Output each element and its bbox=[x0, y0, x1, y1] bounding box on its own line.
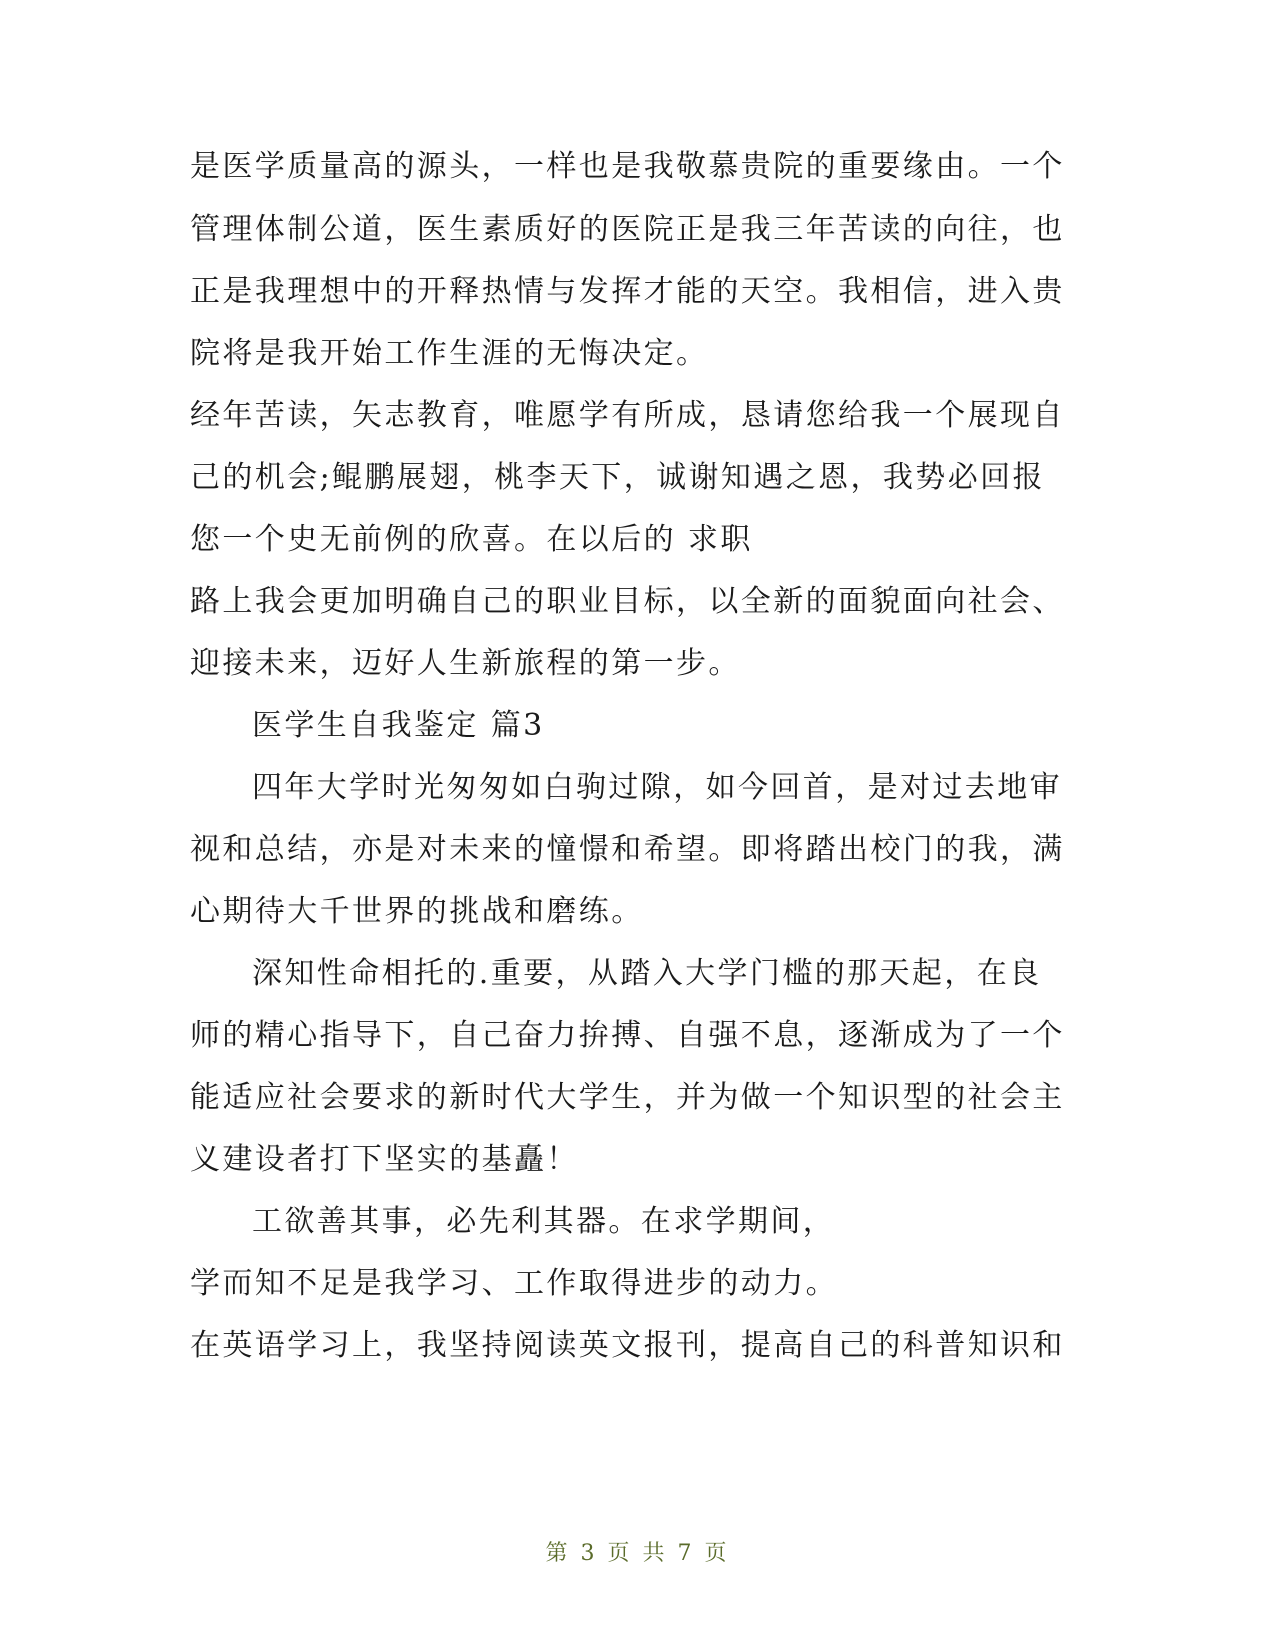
text-line-12: 视和总结，亦是对未来的憧憬和希望。即将踏出校门的我，满 bbox=[190, 832, 1065, 867]
text-line-2: 管理体制公道，医生素质好的医院正是我三年苦读的向往，也 bbox=[190, 212, 1065, 247]
text-line-1: 是医学质量高的源头，一样也是我敬慕贵院的重要缘由。一个 bbox=[190, 149, 1065, 184]
text-line-20: 在英语学习上，我坚持阅读英文报刊，提高自己的科普知识和 bbox=[190, 1328, 1065, 1363]
text-line-6: 己的机会;鲲鹏展翅，桃李天下，诚谢知遇之恩，我势必回报 bbox=[190, 460, 1045, 495]
text-line-14: 深知性命相托的.重要，从踏入大学门槛的那天起，在良 bbox=[252, 956, 1042, 991]
text-line-17: 义建设者打下坚实的基矗！ bbox=[190, 1142, 579, 1177]
text-line-7: 您一个史无前例的欣喜。在以后的 求职 bbox=[190, 522, 753, 557]
section-heading: 医学生自我鉴定 篇3 bbox=[252, 708, 545, 743]
text-line-18: 工欲善其事，必先利其器。在求学期间， bbox=[252, 1204, 836, 1239]
text-line-3: 正是我理想中的开释热情与发挥才能的天空。我相信，进入贵 bbox=[190, 274, 1065, 309]
text-line-11: 四年大学时光匆匆如白驹过隙，如今回首，是对过去地审 bbox=[252, 770, 1062, 805]
text-line-16: 能适应社会要求的新时代大学生，并为做一个知识型的社会主 bbox=[190, 1080, 1065, 1115]
text-line-5: 经年苦读，矢志教育，唯愿学有所成，恳请您给我一个展现自 bbox=[190, 398, 1065, 433]
text-line-19: 学而知不足是我学习、工作取得进步的动力。 bbox=[190, 1266, 838, 1301]
text-line-15: 师的精心指导下，自己奋力拚搏、自强不息，逐渐成为了一个 bbox=[190, 1018, 1065, 1053]
text-line-8: 路上我会更加明确自己的职业目标，以全新的面貌面向社会、 bbox=[190, 584, 1065, 619]
text-line-9: 迎接未来，迈好人生新旅程的第一步。 bbox=[190, 646, 741, 681]
text-line-4: 院将是我开始工作生涯的无悔决定。 bbox=[190, 336, 709, 371]
page-indicator: 第 3 页 共 7 页 bbox=[545, 1541, 730, 1566]
text-line-13: 心期待大千世界的挑战和磨练。 bbox=[190, 894, 644, 929]
